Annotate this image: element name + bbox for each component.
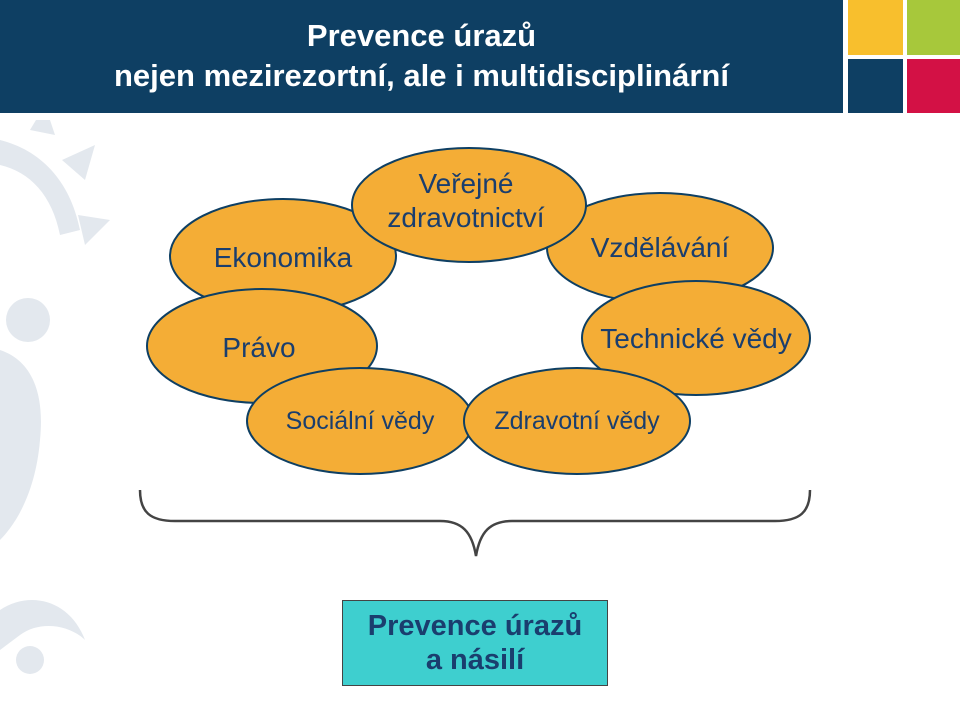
title-line-1: Prevence úrazů <box>306 18 537 53</box>
result-line-1: Prevence úrazů <box>367 610 583 642</box>
result-box <box>342 600 608 686</box>
brace-icon <box>140 490 810 556</box>
label-pravo: Právo <box>222 332 296 363</box>
label-vzdelavani: Vzdělávání <box>590 232 730 263</box>
label-ekonomika: Ekonomika <box>213 242 353 273</box>
result-line-2: a násilí <box>425 644 525 676</box>
label-technicke-vedy: Technické vědy <box>600 323 792 354</box>
title-line-2: nejen mezirezortní, ale i multidisciplinární <box>114 58 729 93</box>
label-verejne-line-1: Veřejné <box>418 168 514 199</box>
label-socialni-vedy: Sociální vědy <box>285 407 435 435</box>
label-verejne-line-2: zdravotnictví <box>387 202 545 233</box>
label-zdravotni-vedy: Zdravotní vědy <box>494 407 660 435</box>
